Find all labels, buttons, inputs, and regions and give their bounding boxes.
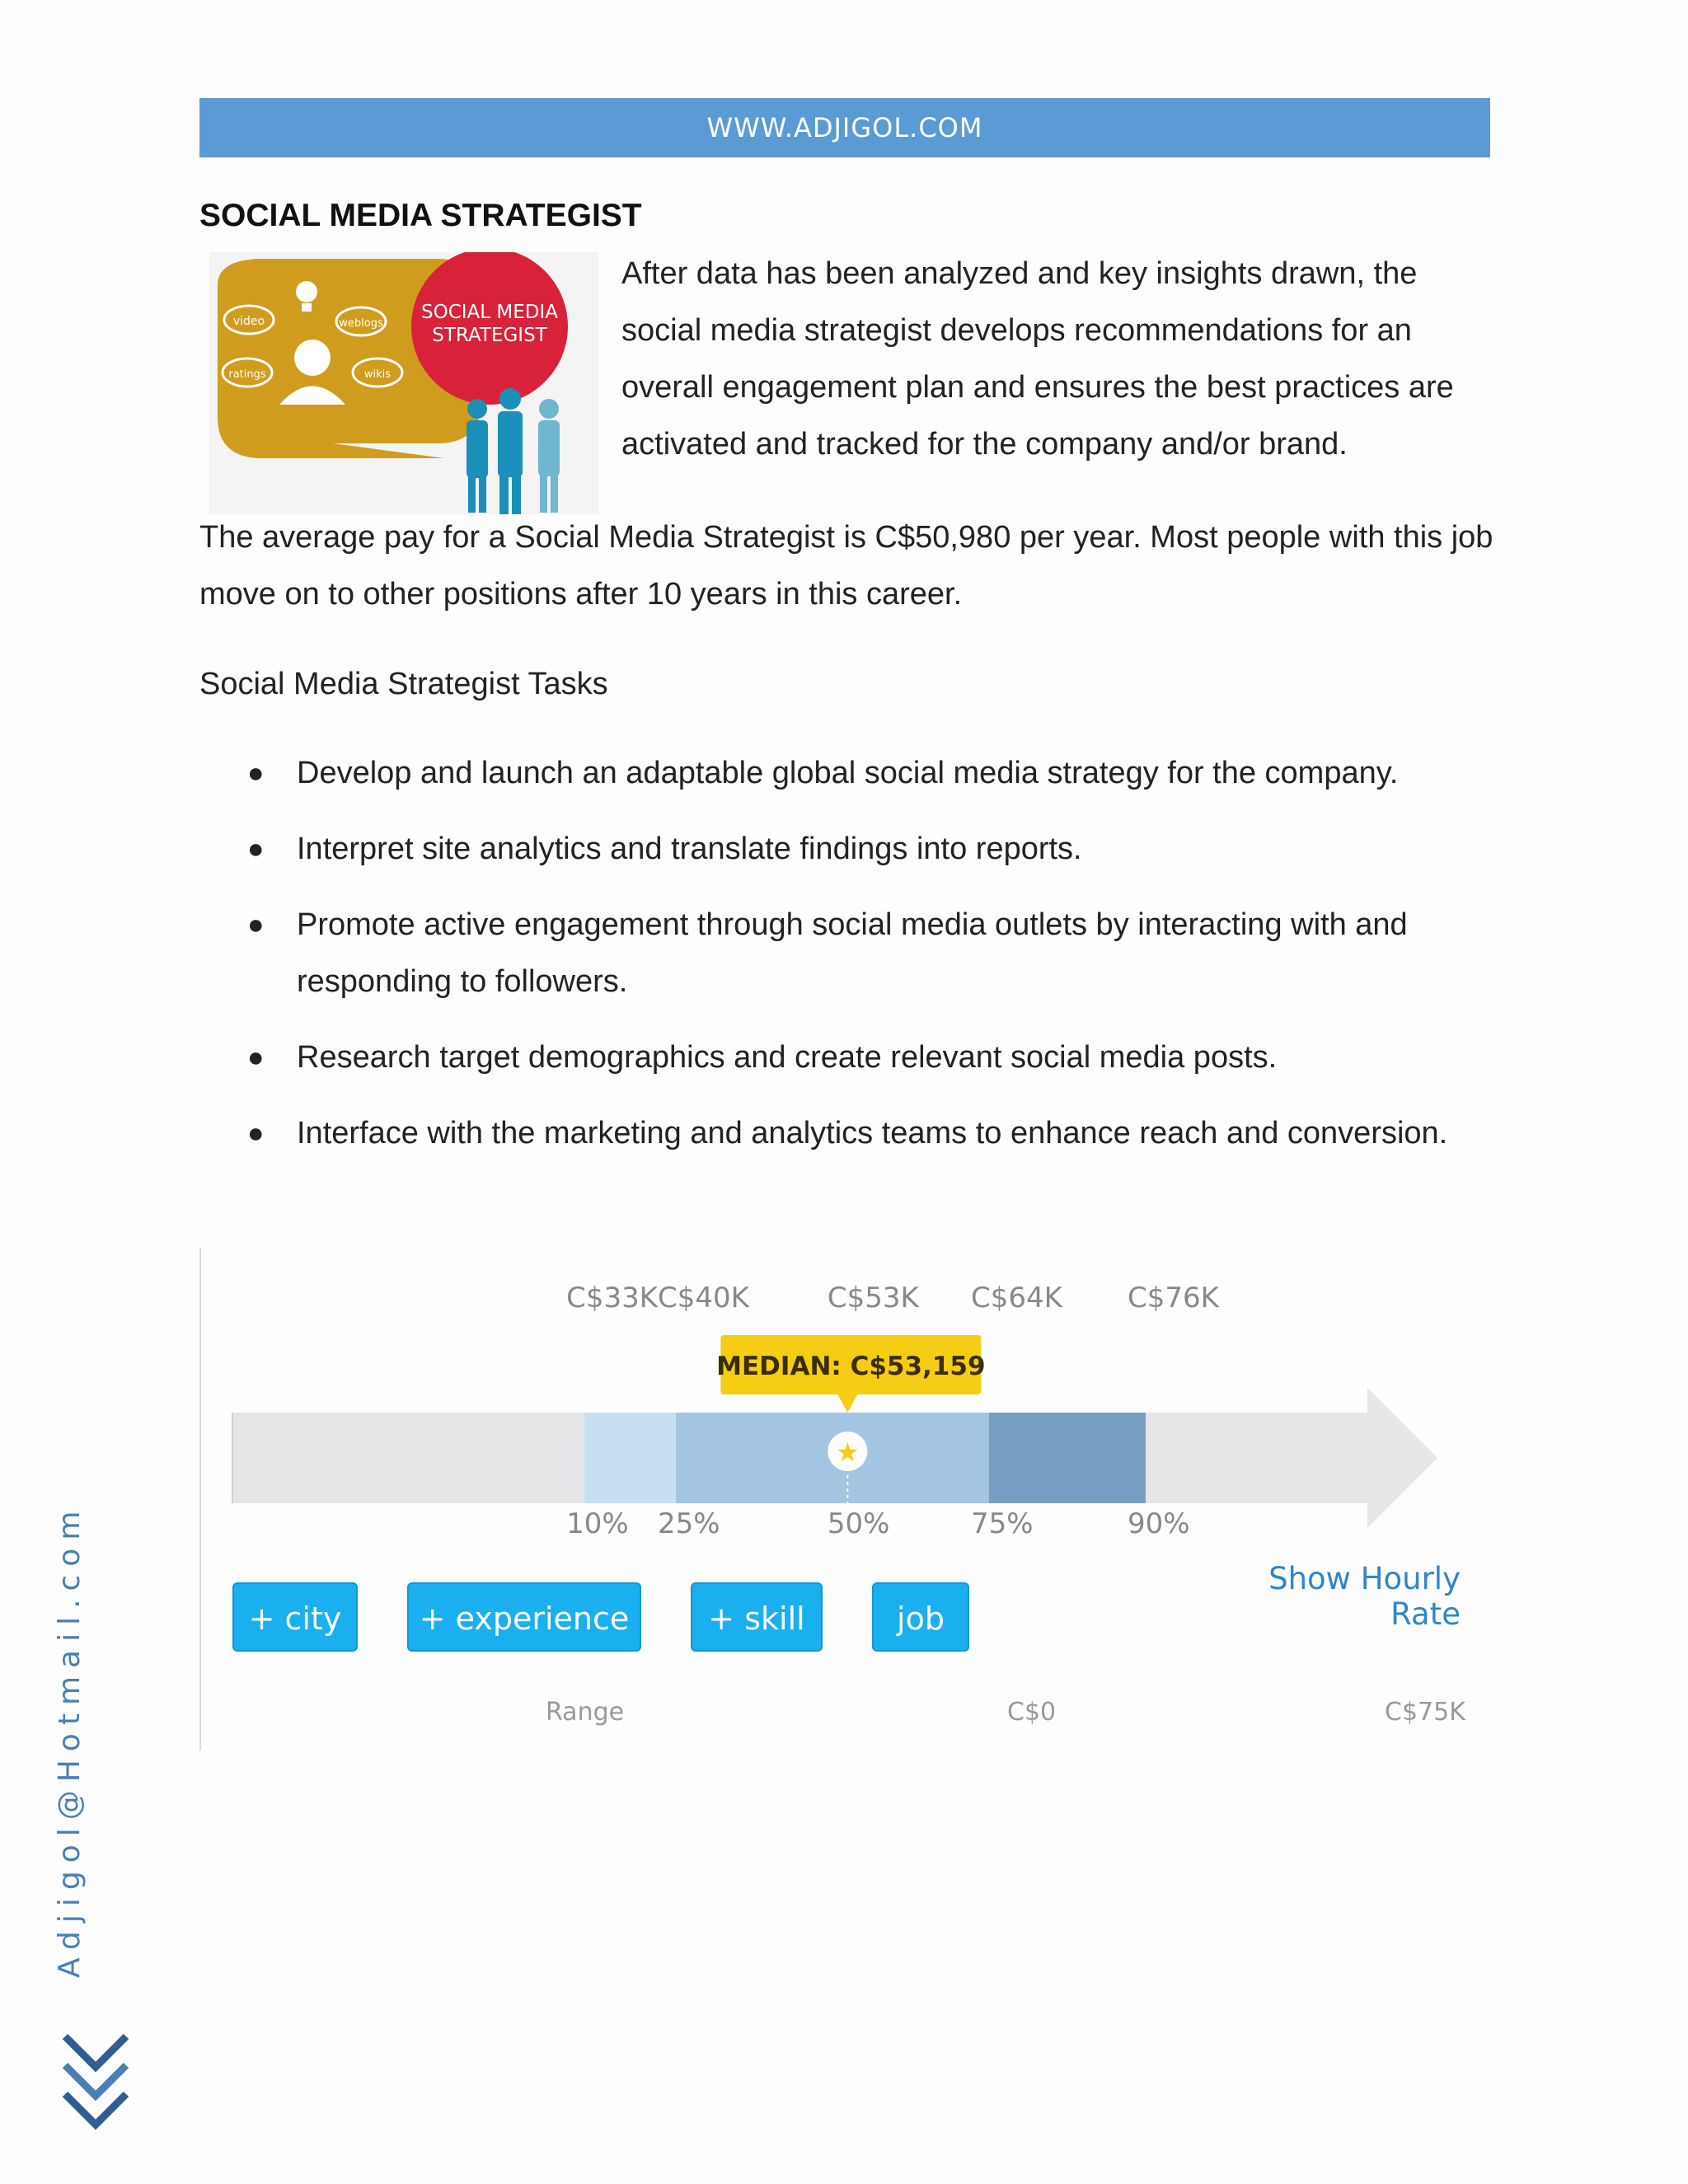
chevrons-down-icon bbox=[61, 2032, 135, 2139]
bullet-icon: ● bbox=[247, 1042, 265, 1073]
list-item bbox=[199, 897, 1502, 1010]
tag-wikis: wikis bbox=[363, 368, 392, 381]
percentile-label: 50% bbox=[827, 1507, 890, 1540]
task-text: Interface with the marketing and analytics teams to enhance reach and conversion. bbox=[297, 1116, 1448, 1151]
task-text: Interpret site analytics and translate findings into reports. bbox=[297, 832, 1082, 866]
site-url: WWW.ADJIGOL.COM bbox=[706, 112, 983, 143]
segment-p75-p90 bbox=[989, 1413, 1146, 1503]
bullet-icon: ● bbox=[247, 1118, 265, 1149]
list-item bbox=[199, 1105, 1502, 1162]
site-header-band bbox=[199, 98, 1490, 157]
range-max-label: C$75K bbox=[1385, 1698, 1465, 1727]
percentile-label: 90% bbox=[1128, 1507, 1190, 1540]
bubble-line-2: STRATEGIST bbox=[432, 325, 547, 346]
task-text: Research target demographics and create relevant social media posts. bbox=[297, 1040, 1278, 1075]
tasks-heading: Social Media Strategist Tasks bbox=[199, 667, 608, 701]
tag-weblogs: weblogs bbox=[339, 317, 383, 330]
sidebar-email: Adjigol@Hotmail.com bbox=[53, 1502, 87, 1978]
range-label: Range bbox=[546, 1698, 625, 1727]
list-item bbox=[199, 745, 1502, 802]
bullet-icon: ● bbox=[247, 833, 265, 865]
percentile-label: 10% bbox=[566, 1507, 629, 1540]
job-button[interactable]: job bbox=[872, 1582, 969, 1652]
value-label: C$53K bbox=[827, 1282, 919, 1315]
bubble-line-1: SOCIAL MEDIA bbox=[420, 302, 559, 323]
percentile-label: 25% bbox=[658, 1507, 720, 1540]
add-experience-button[interactable]: + experience bbox=[407, 1582, 641, 1652]
bullet-icon: ● bbox=[247, 909, 265, 940]
value-label: C$64K bbox=[971, 1282, 1062, 1315]
page-title: SOCIAL MEDIA STRATEGIST bbox=[199, 198, 642, 233]
salary-range-chart bbox=[201, 1248, 1495, 1544]
salary-widget bbox=[199, 1248, 1495, 1750]
pay-paragraph: The average pay for a Social Media Strategist is C$50,980 per year. Most people with this job move on to other positions after 10 years in this career. bbox=[199, 520, 1493, 612]
value-label: C$40K bbox=[658, 1282, 749, 1315]
value-label: C$76K bbox=[1128, 1282, 1219, 1315]
range-min-label: C$0 bbox=[1007, 1698, 1057, 1727]
task-text: Develop and launch an adaptable global social media strategy for the company. bbox=[297, 756, 1399, 790]
add-skill-button[interactable]: + skill bbox=[691, 1582, 823, 1652]
list-item bbox=[199, 821, 1502, 878]
value-label: C$33K bbox=[566, 1282, 659, 1315]
bullet-icon: ● bbox=[247, 757, 265, 789]
task-list bbox=[199, 745, 1502, 1181]
percentile-label: 75% bbox=[971, 1507, 1034, 1540]
median-pointer bbox=[837, 1394, 857, 1413]
add-city-button[interactable]: + city bbox=[232, 1582, 358, 1652]
tag-ratings: ratings bbox=[228, 368, 266, 381]
task-text: Promote active engagement through social media outlets by interacting with and responding to followers. bbox=[297, 907, 1408, 999]
show-hourly-rate-link[interactable]: Show Hourly Rate bbox=[1268, 1561, 1461, 1632]
star-icon: ★ bbox=[836, 1436, 860, 1468]
segment-p10-p25 bbox=[584, 1413, 676, 1503]
social-media-strategist-illustration bbox=[209, 252, 598, 514]
tag-video: video bbox=[232, 315, 265, 328]
intro-paragraph: After data has been analyzed and key insights drawn, the social media strategist develops recommendations for an overall engagement plan and ensures the best practices are activated and tracked for the company and/or brand. bbox=[621, 256, 1454, 462]
median-label: MEDIAN: C$53,159 bbox=[716, 1352, 986, 1381]
hero-illustration bbox=[209, 252, 598, 514]
list-item bbox=[199, 1029, 1502, 1086]
